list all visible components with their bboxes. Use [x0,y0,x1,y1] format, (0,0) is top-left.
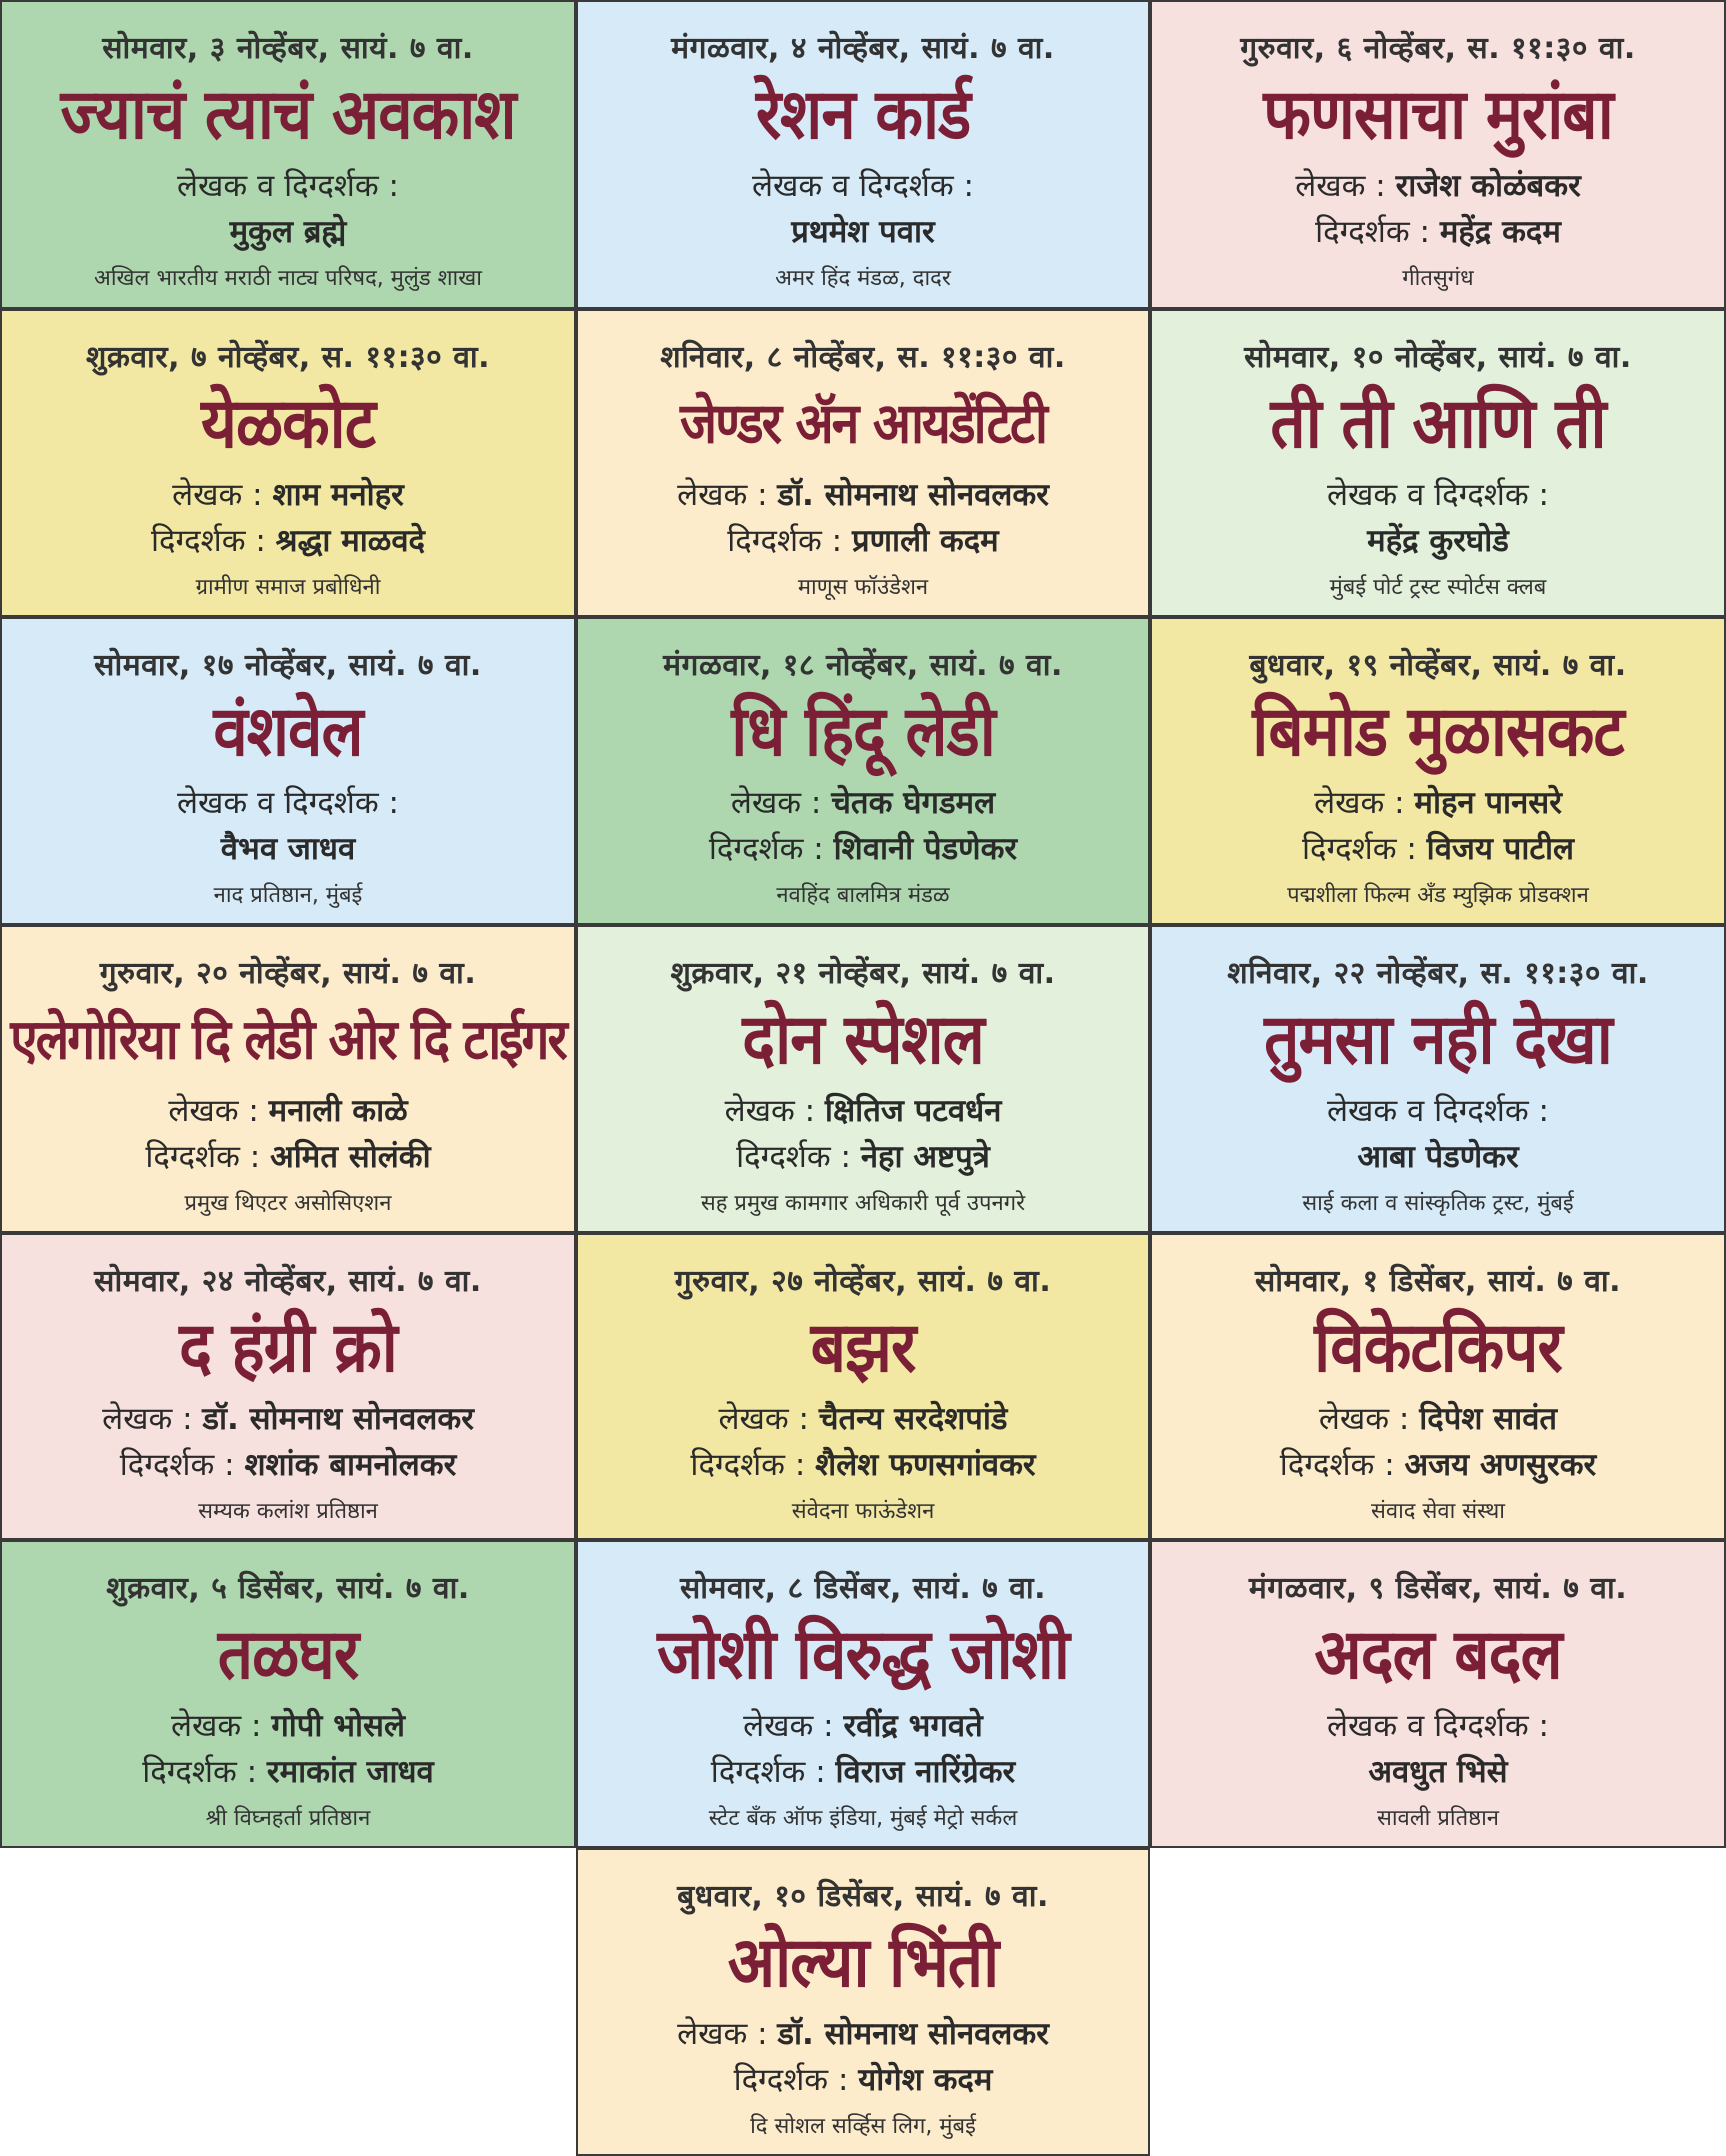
credit-name: शशांक बामनोलकर [244,1447,457,1483]
play-title: अदल बदल [1314,1612,1562,1695]
play-card [0,0,576,309]
credit-line-1 [578,473,1148,515]
play-card [1150,1540,1726,1848]
credit-label: दिग्दर्शक : [1315,214,1440,250]
credit-name: क्षितिज पटवर्धन [824,1093,1002,1129]
credit-label: लेखक : [677,2016,778,2052]
play-date: सोमवार, ८ डिसेंबर, सायं. ७ वा. [679,1571,1047,1606]
credit-label: दिग्दर्शक : [710,1754,836,1790]
credit-label: दिग्दर्शक : [736,1139,861,1175]
play-title: विकेटकिपर [1314,1305,1562,1388]
play-title: तळघर [217,1612,359,1695]
credit-name: डॉ. सोमनाथ सोनवलकर [202,1401,474,1437]
organizing-group: संवाद सेवा संस्था [1370,1499,1506,1524]
play-title: फणसाचा मुरांबा [1263,72,1613,155]
organizing-group: स्टेट बँक ऑफ इंडिया, मुंबई मेट्रो सर्कल [708,1806,1018,1831]
credit-label: लेखक : [1314,785,1415,821]
credit-name: विजय पाटील [1426,831,1575,867]
play-date: शुक्रवार, ५ डिसेंबर, सायं. ७ वा. [106,1571,470,1606]
play-card [0,309,576,617]
organizing-group: ग्रामीण समाज प्रबोधिनी [195,575,381,600]
credit-name: प्रणाली कदम [851,523,999,559]
credit-line-1 [578,781,1148,823]
credit-line-2 [2,1135,574,1177]
credit-line-2 [2,210,574,252]
credit-label: लेखक : [677,477,778,513]
play-title: द हंग्री क्रो [179,1305,397,1388]
organizing-group: सह प्रमुख कामगार अधिकारी पूर्व उपनगरे [700,1191,1026,1216]
credit-name: मोहन पानसरे [1414,785,1562,821]
play-title: एलेगोरिया दि लेडी ओर दि टाईगर [10,1006,566,1072]
play-card [1150,925,1726,1233]
credit-name: योगेश कदम [858,2062,993,2098]
credit-label: लेखक : [1318,1401,1420,1437]
credit-line-2 [578,1750,1148,1792]
play-date: शनिवार, २२ नोव्हेंबर, स. ११:३० वा. [1227,956,1649,991]
organizing-group: माणूस फॉउंडेशन [797,575,929,600]
credit-line-2 [1152,210,1724,252]
organizing-group: नाद प्रतिष्ठान, मुंबई [213,883,363,908]
organizing-group: साई कला व सांस्कृतिक ट्रस्ट, मुंबई [1302,1191,1574,1216]
play-date: गुरुवार, २० नोव्हेंबर, सायं. ७ वा. [99,956,477,991]
credit-line-2 [1152,1135,1724,1177]
credit-line-2 [578,827,1148,869]
credit-line-1 [1152,164,1724,206]
credit-line-2 [1152,1750,1724,1792]
play-card [576,1233,1150,1540]
play-title: बझर [810,1305,916,1388]
credit-name: वैभव जाधव [220,831,356,867]
credit-name: विराज नारिंग्रेकर [835,1754,1016,1790]
credit-line-1 [2,781,574,823]
credit-name: राजेश कोळंबकर [1395,168,1581,204]
credit-label: लेखक व दिग्दर्शक : [177,168,399,204]
credit-label: लेखक : [743,1708,844,1744]
play-date: गुरुवार, २७ नोव्हेंबर, सायं. ७ वा. [674,1264,1052,1299]
credit-label: लेखक : [102,1401,203,1437]
credit-line-1 [578,1089,1148,1131]
credit-line-1 [2,1704,574,1746]
play-date: मंगळवार, १८ नोव्हेंबर, सायं. ७ वा. [663,648,1063,683]
credit-label: लेखक व दिग्दर्शक : [752,168,974,204]
credit-line-1 [2,164,574,206]
play-date: बुधवार, १० डिसेंबर, सायं. ७ वा. [677,1879,1049,1914]
credit-line-1 [2,1089,574,1131]
organizing-group: श्री विघ्नहर्ता प्रतिष्ठान [205,1806,371,1831]
credit-label: लेखक व दिग्दर्शक : [1327,1708,1549,1744]
credit-name: शाम मनोहर [272,477,404,513]
credit-line-1 [1152,1704,1724,1746]
play-date: सोमवार, २४ नोव्हेंबर, सायं. ७ वा. [94,1264,482,1299]
play-card [1150,617,1726,925]
play-title: बिमोड मुळासकट [1252,689,1624,772]
play-card [1150,0,1726,309]
credit-line-2 [578,519,1148,561]
credit-name: शिवानी पेडणेकर [833,831,1018,867]
credit-label: लेखक : [718,1401,819,1437]
organizing-group: प्रमुख थिएटर असोसिएशन [184,1191,392,1216]
credit-name: अजय अणसुरकर [1404,1447,1597,1483]
play-title: जोशी विरुद्ध जोशी [657,1612,1069,1695]
credit-label: दिग्दर्शक : [727,523,852,559]
credit-line-2 [578,2058,1148,2100]
credit-line-2 [578,1443,1148,1485]
credit-label: दिग्दर्शक : [733,2062,859,2098]
credit-name: महेंद्र कदम [1439,214,1561,250]
credit-label: दिग्दर्शक : [119,1447,245,1483]
credit-name: चेतक घेगडमल [831,785,996,821]
credit-label: दिग्दर्शक : [145,1139,271,1175]
credit-line-1 [1152,1397,1724,1439]
play-card [0,1233,576,1540]
play-date: सोमवार, १७ नोव्हेंबर, सायं. ७ वा. [94,648,482,683]
credit-label: दिग्दर्शक : [142,1754,267,1790]
play-title: रेशन कार्ड [755,72,971,155]
credit-line-2 [2,827,574,869]
play-card [576,617,1150,925]
play-card [0,925,576,1233]
credit-label: दिग्दर्शक : [690,1447,816,1483]
credit-line-1 [578,1397,1148,1439]
organizing-group: अखिल भारतीय मराठी नाट्य परिषद, मुलुंड शाखा [94,266,482,291]
credit-name: अमित सोलंकी [270,1139,431,1175]
play-date: शनिवार, ८ नोव्हेंबर, स. ११:३० वा. [660,340,1066,375]
credit-line-2 [1152,1443,1724,1485]
credit-label: दिग्दर्शक : [150,523,276,559]
play-card [0,1540,576,1848]
play-date: गुरुवार, ६ नोव्हेंबर, स. ११:३० वा. [1240,31,1636,66]
play-date: सोमवार, १० नोव्हेंबर, सायं. ७ वा. [1244,340,1632,375]
credit-line-2 [578,210,1148,252]
credit-name: मुकुल ब्रह्मे [229,214,347,250]
play-card [0,617,576,925]
organizing-group: दि सोशल सर्व्हिस लिग, मुंबई [750,2114,976,2139]
play-date: मंगळवार, ४ नोव्हेंबर, सायं. ७ वा. [671,31,1055,66]
credit-label: लेखक : [724,1093,825,1129]
play-title: येळकोट [200,381,375,464]
play-title: दोन स्पेशल [742,997,984,1080]
play-title: वंशवेल [213,689,363,772]
credit-line-2 [1152,519,1724,561]
credit-name: दिपेश सावंत [1419,1401,1558,1437]
play-title: ती ती आणि ती [1270,381,1606,464]
credit-label: लेखक : [170,1708,272,1744]
credit-line-2 [1152,827,1724,869]
organizing-group: गीतसुगंध [1402,266,1474,291]
play-card [576,1848,1150,2156]
credit-name: आबा पेडणेकर [1357,1139,1519,1175]
organizing-group: सावली प्रतिष्ठान [1376,1806,1500,1831]
play-date: मंगळवार, ९ डिसेंबर, सायं. ७ वा. [1248,1571,1628,1606]
credit-line-1 [2,1397,574,1439]
organizing-group: नवहिंद बालमित्र मंडळ [776,883,950,908]
organizing-group: मुंबई पोर्ट ट्रस्ट स्पोर्टस क्लब [1329,575,1547,600]
play-date: शुक्रवार, ७ नोव्हेंबर, स. ११:३० वा. [85,340,491,375]
credit-label: दिग्दर्शक : [1279,1447,1405,1483]
credit-label: लेखक व दिग्दर्शक : [1327,1093,1549,1129]
credit-line-1 [578,1704,1148,1746]
credit-name: अवधुत भिसे [1368,1754,1508,1790]
credit-label: दिग्दर्शक : [1301,831,1427,867]
credit-label: लेखक : [168,1093,269,1129]
organizing-group: अमर हिंद मंडळ, दादर [775,266,951,291]
play-date: सोमवार, १ डिसेंबर, सायं. ७ वा. [1254,1264,1622,1299]
credit-name: प्रथमेश पवार [791,214,935,250]
credit-line-1 [1152,473,1724,515]
play-date: शुक्रवार, २१ नोव्हेंबर, सायं. ७ वा. [670,956,1056,991]
credit-line-2 [2,1750,574,1792]
credit-name: चैतन्य सरदेशपांडे [818,1401,1008,1437]
credit-line-2 [2,1443,574,1485]
credit-label: लेखक व दिग्दर्शक : [177,785,399,821]
play-title: धि हिंदू लेडी [731,689,995,772]
credit-label: लेखक : [1295,168,1396,204]
play-card [576,1540,1150,1848]
credit-line-1 [1152,1089,1724,1131]
credit-line-1 [578,164,1148,206]
credit-label: लेखक : [730,785,832,821]
credit-name: रमाकांत जाधव [266,1754,434,1790]
play-title: जेण्डर ॲन आयडेंटिटी [680,390,1046,456]
credit-name: डॉ. सोमनाथ सोनवलकर [777,477,1049,513]
credit-label: दिग्दर्शक : [708,831,834,867]
play-title: ज्याचं त्याचं अवकाश [60,72,516,155]
credit-name: महेंद्र कुरघोडे [1367,523,1509,559]
play-card [576,925,1150,1233]
play-title: तुमसा नही देखा [1264,997,1612,1080]
credit-name: डॉ. सोमनाथ सोनवलकर [777,2016,1049,2052]
credit-name: गोपी भोसले [271,1708,406,1744]
credit-line-1 [1152,781,1724,823]
organizing-group: पद्मशीला फिल्म अँड म्युझिक प्रोडक्शन [1287,883,1589,908]
organizing-group: सम्यक कलांश प्रतिष्ठान [198,1499,378,1524]
credit-label: लेखक व दिग्दर्शक : [1327,477,1549,513]
play-date: बुधवार, १९ नोव्हेंबर, सायं. ७ वा. [1249,648,1627,683]
play-card [1150,1233,1726,1540]
play-card [576,309,1150,617]
credit-line-1 [578,2012,1148,2054]
credit-name: शैलेश फणसगांवकर [815,1447,1036,1483]
credit-line-1 [2,473,574,515]
play-title: ओल्या भिंती [727,1920,999,2003]
credit-name: श्रद्धा माळवदे [275,523,426,559]
play-card [576,0,1150,309]
credit-name: नेहा अष्टपुत्रे [860,1139,990,1175]
play-card [1150,309,1726,617]
credit-line-2 [2,519,574,561]
play-date: सोमवार, ३ नोव्हेंबर, सायं. ७ वा. [102,31,474,66]
credit-name: रवींद्र भगवते [843,1708,983,1744]
credit-line-2 [578,1135,1148,1177]
credit-label: लेखक : [172,477,273,513]
organizing-group: संवेदना फाऊंडेशन [791,1499,935,1524]
credit-name: मनाली काळे [268,1093,408,1129]
